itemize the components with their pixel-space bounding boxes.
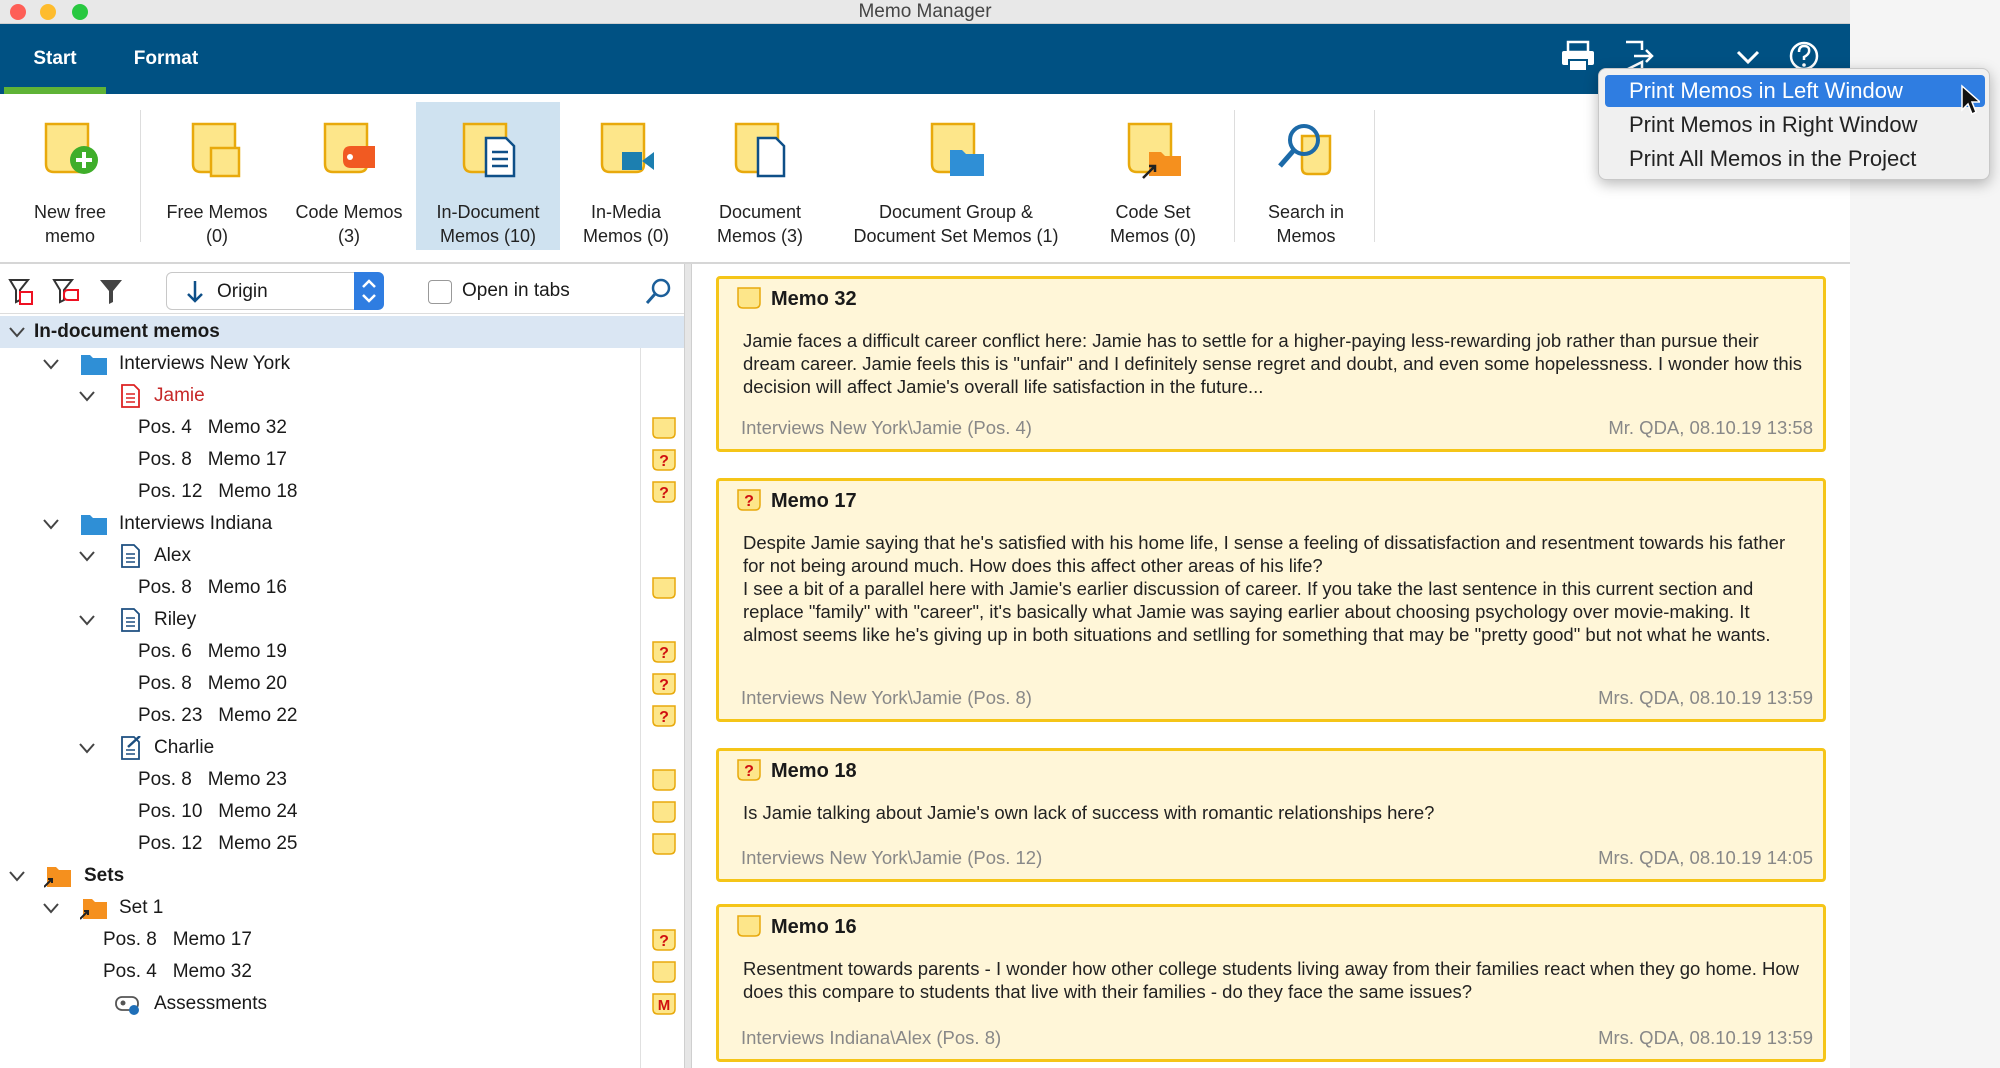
memo-author-date: Mrs. QDA, 08.10.19 14:05 xyxy=(1598,847,1813,868)
question-memo-icon xyxy=(652,705,676,727)
tree-label: Pos. 6 Memo 19 xyxy=(138,641,287,662)
tree-document-charlie[interactable] xyxy=(0,732,684,764)
memo-title: Memo 18 xyxy=(771,760,857,782)
memo-title: Memo 32 xyxy=(771,288,857,310)
print-icon[interactable] xyxy=(1558,36,1598,76)
document-memos-label: Document Memos (3) xyxy=(716,202,803,246)
ribbon-tab-bar xyxy=(0,24,1850,94)
print-dropdown-menu xyxy=(1598,68,1990,180)
tree-folder-interviews-indiana[interactable] xyxy=(0,508,684,540)
tree-folder-interviews-new-york[interactable] xyxy=(0,348,684,380)
memo-cards-panel xyxy=(692,264,1850,1068)
code-set-memo-icon xyxy=(1121,116,1185,180)
question-memo-icon xyxy=(652,481,676,503)
chevron-down-icon[interactable] xyxy=(40,508,62,540)
document-icon xyxy=(116,544,144,568)
new-memo-icon xyxy=(38,116,102,180)
arrow-down-icon xyxy=(185,277,205,305)
tab-format[interactable]: Format xyxy=(133,48,199,69)
memo-title: Memo 16 xyxy=(771,916,857,938)
question-memo-icon xyxy=(737,489,761,511)
tree-label: Interviews Indiana xyxy=(119,513,273,534)
new-free-memo-button[interactable] xyxy=(4,102,136,250)
chevron-down-icon[interactable] xyxy=(76,540,98,572)
in-media-memos-button[interactable] xyxy=(562,102,690,250)
memo-body: Resentment towards parents - I wonder how other college students living away from their families react when they go home. How does this compare to students that live with their families - do they face the same issues? xyxy=(743,958,1800,1002)
tree-root-label: In-document memos xyxy=(34,321,220,342)
memo-source: Interviews New York\Jamie (Pos. 12) xyxy=(741,847,1043,868)
memo-source: Interviews Indiana\Alex (Pos. 8) xyxy=(741,1027,1002,1048)
sort-origin-value: Origin xyxy=(217,281,268,302)
tree-memo-row[interactable] xyxy=(0,828,684,860)
search-memo-icon xyxy=(1274,116,1338,180)
mouse-cursor-icon xyxy=(1960,84,1980,116)
svg-text:M: M xyxy=(657,997,671,1014)
in-media-memo-icon xyxy=(594,116,658,180)
tree-label: Pos. 4 Memo 32 xyxy=(103,961,252,982)
memo-author-date: Mrs. QDA, 08.10.19 13:59 xyxy=(1598,687,1813,708)
memo-icon xyxy=(737,915,761,937)
memo-icon xyxy=(652,769,676,791)
tree-label: Pos. 12 Memo 18 xyxy=(138,481,298,502)
tab-start[interactable]: Start xyxy=(4,24,106,94)
tree-label: Assessments xyxy=(154,993,267,1014)
memo-source: Interviews New York\Jamie (Pos. 4) xyxy=(741,417,1032,438)
tree-memo-row[interactable] xyxy=(0,412,684,444)
code-memos-label: Code Memos (3) xyxy=(295,202,403,246)
tree-label: Pos. 4 Memo 32 xyxy=(138,417,287,438)
tree-document-alex[interactable] xyxy=(0,540,684,572)
svg-text:?: ? xyxy=(659,709,669,726)
memo-icon xyxy=(652,577,676,599)
tree-label: Pos. 8 Memo 20 xyxy=(138,673,287,694)
chevron-down-icon[interactable] xyxy=(76,732,98,764)
tree-memo-row[interactable] xyxy=(0,796,684,828)
in-document-memo-icon xyxy=(456,116,520,180)
memo-tree-panel xyxy=(0,264,684,1068)
memo-card[interactable] xyxy=(716,276,1826,452)
chevron-down-icon[interactable] xyxy=(40,892,62,924)
tree-label: Pos. 23 Memo 22 xyxy=(138,705,298,726)
question-memo-icon xyxy=(652,641,676,663)
memo-card[interactable] xyxy=(716,904,1826,1062)
document-edit-icon xyxy=(116,736,144,760)
tree-root-in-document-memos[interactable] xyxy=(0,316,684,348)
ribbon xyxy=(0,94,1850,264)
tree-memo-row[interactable] xyxy=(0,476,684,508)
memo-icon xyxy=(652,961,676,983)
memo-card[interactable] xyxy=(716,478,1826,722)
document-icon xyxy=(116,384,144,408)
select-stepper[interactable] xyxy=(354,272,384,310)
document-memos-button[interactable] xyxy=(694,102,826,250)
memo-icon xyxy=(737,287,761,309)
document-group-memos-label: Document Group & Document Set Memos (1) xyxy=(853,202,1059,246)
filter-icon[interactable] xyxy=(96,276,126,306)
tree-label: Set 1 xyxy=(119,897,164,918)
new-free-memo-label: New free memo xyxy=(33,202,107,246)
tree-assessments[interactable] xyxy=(0,988,684,1020)
select-stepper-icon xyxy=(354,272,384,310)
memo-author-date: Mr. QDA, 08.10.19 13:58 xyxy=(1608,417,1813,438)
question-memo-icon xyxy=(652,673,676,695)
menu-item-print-all[interactable]: Print All Memos in the Project xyxy=(1629,146,1917,171)
sort-origin-select[interactable] xyxy=(166,272,384,310)
search-in-memos-button[interactable] xyxy=(1240,102,1372,250)
folder-icon xyxy=(80,352,108,376)
free-memos-label: Free Memos (0) xyxy=(166,202,268,246)
tree-label: Riley xyxy=(154,609,197,630)
chevron-down-icon[interactable] xyxy=(76,380,98,412)
svg-text:?: ? xyxy=(744,763,754,780)
search-icon[interactable] xyxy=(644,276,674,306)
menu-item-print-right[interactable]: Print Memos in Right Window xyxy=(1629,112,1918,137)
tree-memo-row[interactable] xyxy=(0,764,684,796)
code-filter-icon[interactable] xyxy=(50,276,80,306)
svg-text:?: ? xyxy=(659,453,669,470)
tree-label: Pos. 10 Memo 24 xyxy=(138,801,298,822)
folder-icon xyxy=(80,512,108,536)
memo-author-date: Mrs. QDA, 08.10.19 13:59 xyxy=(1598,1027,1813,1048)
tree-memo-row[interactable] xyxy=(0,668,684,700)
chevron-down-icon[interactable] xyxy=(6,316,28,348)
tree-memo-row[interactable] xyxy=(0,444,684,476)
tree-label: Sets xyxy=(84,865,125,886)
tree-memo-row[interactable] xyxy=(0,700,684,732)
chevron-down-icon[interactable] xyxy=(40,348,62,380)
m-memo-icon xyxy=(652,993,676,1015)
tree-label: Pos. 8 Memo 17 xyxy=(138,449,287,470)
variable-icon xyxy=(114,992,142,1016)
title-bar xyxy=(0,0,1850,24)
tree-memo-row[interactable] xyxy=(0,924,684,956)
tree-label: Jamie xyxy=(154,385,205,406)
tree-memo-row[interactable] xyxy=(0,956,684,988)
svg-text:?: ? xyxy=(659,677,669,694)
menu-item-print-left[interactable]: Print Memos in Left Window xyxy=(1605,75,1985,107)
document-group-memos-button[interactable] xyxy=(832,102,1080,250)
question-memo-icon xyxy=(652,929,676,951)
tree-set-1[interactable] xyxy=(0,892,684,924)
free-memos-button[interactable] xyxy=(150,102,284,250)
memo-source: Interviews New York\Jamie (Pos. 8) xyxy=(741,687,1032,708)
tree-sets[interactable] xyxy=(0,860,684,892)
free-memo-icon xyxy=(185,116,249,180)
document-memo-icon xyxy=(728,116,792,180)
question-memo-icon xyxy=(737,759,761,781)
code-set-memos-label: Code Set Memos (0) xyxy=(1109,202,1196,246)
tree-memo-row[interactable] xyxy=(0,572,684,604)
tree-toolbar xyxy=(0,264,684,314)
tree-label: Pos. 8 Memo 17 xyxy=(103,929,252,950)
code-memos-button[interactable] xyxy=(286,102,412,250)
svg-text:?: ? xyxy=(659,485,669,502)
in-media-memos-label: In-Media Memos (0) xyxy=(582,202,669,246)
tree-label: Pos. 8 Memo 23 xyxy=(138,769,287,790)
tree-document-jamie[interactable] xyxy=(0,380,684,412)
memo-body: Is Jamie talking about Jamie's own lack of success with romantic relationships here? xyxy=(743,802,1435,823)
set-folder-icon xyxy=(80,896,108,920)
svg-text:?: ? xyxy=(659,933,669,950)
memo-body: Despite Jamie saying that he's satisfied with his home life, I sense a feeling of dissatisfaction and resentment towards his father for not being around much. How does this affect other areas of his life? I see a bit of a parallel here with Jamie's earlier discussion of career. If you take the last sentence in this current section and replace "family" with "career", it's basically what Jamie was saying earlier about choosing psychology over movie-making. It almost seems like he's giving up in both situations and setlling for something that may be "pretty good" but not what he wants. xyxy=(743,532,1786,645)
chevron-down-icon[interactable] xyxy=(6,860,28,892)
svg-text:?: ? xyxy=(744,493,754,510)
memo-icon xyxy=(652,833,676,855)
tree-document-riley[interactable] xyxy=(0,604,684,636)
memo-body: Jamie faces a difficult career conflict here: Jamie has to settle for a higher-paying less-rewarding job rather than pursue their dream career. Jamie feels this is "unfair" and I definitely sense regret and doubt, and even some hopelessness. I wonder how this decision will affect Jamie's overall life satisfaction in the future... xyxy=(743,330,1802,397)
memo-card[interactable] xyxy=(716,748,1826,882)
tree-label: Pos. 12 Memo 25 xyxy=(138,833,298,854)
code-set-memos-button[interactable] xyxy=(1088,102,1218,250)
document-group-memo-icon xyxy=(924,116,988,180)
tree-label: Interviews New York xyxy=(119,353,291,374)
in-document-memos-label: In-Document Memos (10) xyxy=(436,202,540,246)
open-in-tabs-checkbox[interactable] xyxy=(428,280,452,304)
open-in-tabs-label: Open in tabs xyxy=(462,280,570,301)
question-memo-icon xyxy=(652,449,676,471)
svg-text:?: ? xyxy=(659,645,669,662)
tree-label: Charlie xyxy=(154,737,215,758)
memo-icon xyxy=(652,417,676,439)
set-folder-icon xyxy=(44,864,72,888)
window-title: Memo Manager xyxy=(858,1,992,22)
chevron-down-icon[interactable] xyxy=(76,604,98,636)
document-icon xyxy=(116,608,144,632)
code-memo-icon xyxy=(317,116,381,180)
panel-splitter[interactable] xyxy=(684,264,692,1068)
memo-filter-icon[interactable] xyxy=(6,276,36,306)
tree-memo-row[interactable] xyxy=(0,636,684,668)
memo-icon xyxy=(652,801,676,823)
memo-title: Memo 17 xyxy=(771,490,857,512)
tree-label: Alex xyxy=(154,545,191,566)
search-in-memos-label: Search in Memos xyxy=(1267,202,1345,246)
in-document-memos-button[interactable] xyxy=(416,102,560,250)
tree-label: Pos. 8 Memo 16 xyxy=(138,577,287,598)
